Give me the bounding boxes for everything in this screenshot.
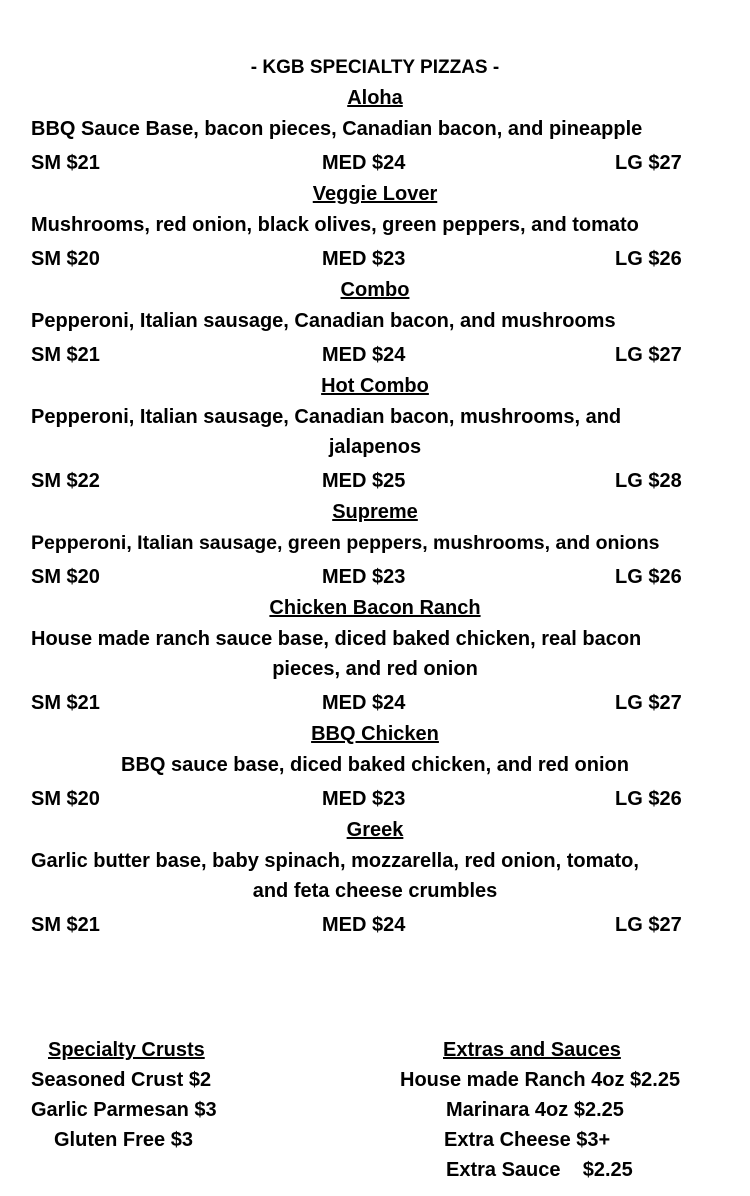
pizza-description-line-2: and feta cheese crumbles [252, 880, 498, 902]
extras-and-sauces [395, 1035, 725, 1185]
price-row [0, 782, 750, 816]
crust-item: Garlic Parmesan $3 [31, 1099, 217, 1121]
pizza-description: Mushrooms, red onion, black olives, green peppers, and tomato [31, 214, 639, 236]
pizza-description: Pepperoni, Italian sausage, green peppers, mushrooms, and onions [31, 532, 660, 554]
price-medium: MED $23 [322, 788, 406, 810]
price-row [0, 686, 750, 720]
pizza-name: Supreme [332, 501, 418, 523]
price-large: LG $27 [615, 914, 682, 936]
specialty-crusts-title: Specialty Crusts [48, 1039, 205, 1061]
price-large: LG $26 [615, 248, 682, 270]
pizza-name: Veggie Lover [312, 183, 438, 205]
pizza-item-chicken-bacon-ranch [0, 594, 750, 720]
price-medium: MED $23 [322, 566, 406, 588]
price-medium: MED $24 [322, 152, 406, 174]
price-small: SM $21 [31, 344, 100, 366]
pizza-name: Aloha [347, 87, 403, 109]
price-row [0, 908, 750, 942]
price-small: SM $22 [31, 470, 100, 492]
price-row [0, 338, 750, 372]
price-small: SM $21 [31, 152, 100, 174]
extra-item: Marinara 4oz $2.25 [446, 1099, 624, 1121]
price-row [0, 242, 750, 276]
extra-item: Extra Cheese $3+ [444, 1129, 611, 1151]
price-medium: MED $25 [322, 470, 406, 492]
price-medium: MED $24 [322, 692, 406, 714]
extras-title: Extras and Sauces [443, 1039, 621, 1061]
menu-title: - KGB SPECIALTY PIZZAS - [250, 57, 500, 78]
pizza-item-hot-combo [0, 372, 750, 498]
pizza-description-line-1: Pepperoni, Italian sausage, Canadian bacon, mushrooms, and [31, 406, 622, 428]
extra-item: Extra Sauce $2.25 [446, 1159, 633, 1181]
crust-item: Seasoned Crust $2 [31, 1069, 212, 1091]
crust-item: Gluten Free $3 [54, 1129, 193, 1151]
pizza-name: Greek [346, 819, 404, 841]
pizza-item-supreme [0, 498, 750, 594]
price-small: SM $21 [31, 914, 100, 936]
extras-section [0, 1035, 750, 1195]
price-small: SM $20 [31, 788, 100, 810]
price-large: LG $28 [615, 470, 682, 492]
price-medium: MED $24 [322, 344, 406, 366]
pizza-name: Chicken Bacon Ranch [269, 597, 481, 619]
pizza-list [0, 84, 750, 942]
price-large: LG $27 [615, 692, 682, 714]
price-row [0, 146, 750, 180]
pizza-item-combo [0, 276, 750, 372]
price-large: LG $26 [615, 788, 682, 810]
pizza-name: BBQ Chicken [311, 723, 439, 745]
pizza-description-line-1: House made ranch sauce base, diced baked chicken, real bacon [31, 628, 642, 650]
pizza-name: Hot Combo [321, 375, 429, 397]
pizza-description-line-2: pieces, and red onion [272, 658, 478, 680]
price-row [0, 560, 750, 594]
pizza-description-line-2: jalapenos [328, 436, 422, 458]
pizza-description: BBQ sauce base, diced baked chicken, and red onion [121, 754, 629, 776]
price-large: LG $27 [615, 344, 682, 366]
pizza-description-line-1: Garlic butter base, baby spinach, mozzarella, red onion, tomato, [31, 850, 639, 872]
pizza-item-veggie-lover [0, 180, 750, 276]
pizza-item-aloha [0, 84, 750, 180]
price-small: SM $20 [31, 566, 100, 588]
pizza-item-bbq-chicken [0, 720, 750, 816]
price-large: LG $26 [615, 566, 682, 588]
price-small: SM $20 [31, 248, 100, 270]
specialty-crusts [31, 1035, 271, 1155]
pizza-item-greek [0, 816, 750, 942]
price-small: SM $21 [31, 692, 100, 714]
price-row [0, 464, 750, 498]
price-medium: MED $24 [322, 914, 406, 936]
price-large: LG $27 [615, 152, 682, 174]
price-medium: MED $23 [322, 248, 406, 270]
pizza-description: Pepperoni, Italian sausage, Canadian bacon, and mushrooms [31, 310, 616, 332]
extra-item: House made Ranch 4oz $2.25 [400, 1069, 681, 1091]
pizza-name: Combo [340, 279, 410, 301]
pizza-description: BBQ Sauce Base, bacon pieces, Canadian bacon, and pineapple [31, 118, 643, 140]
